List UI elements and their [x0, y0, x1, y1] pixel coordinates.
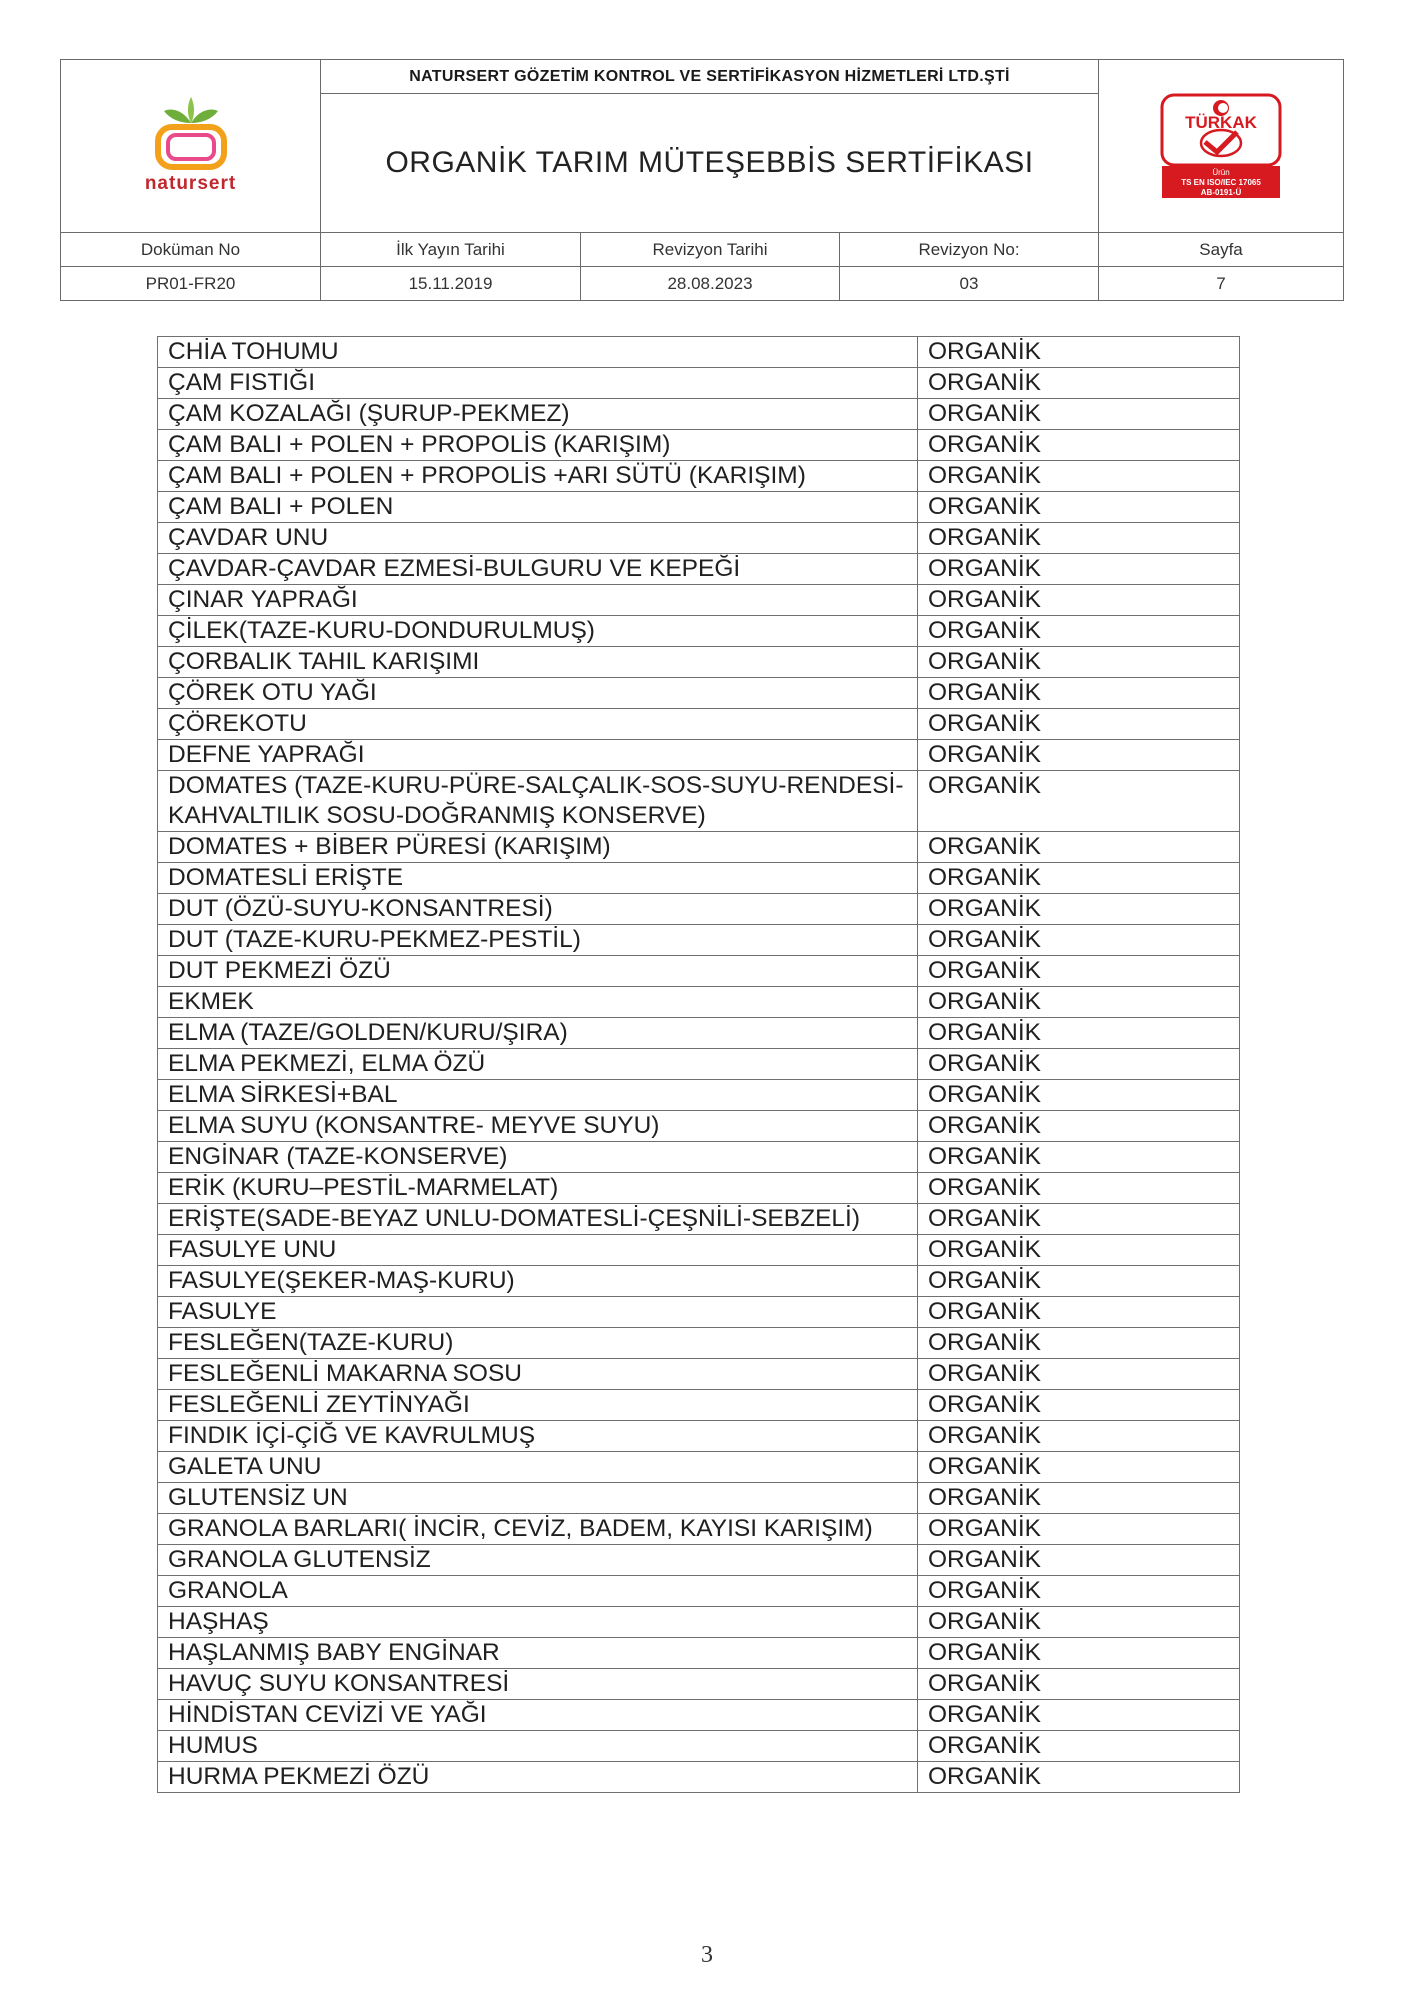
table-row: [158, 771, 1240, 832]
table-row: [158, 1049, 1240, 1080]
turkak-line1: Ürün: [1212, 168, 1230, 177]
product-name: ÇAM BALI + POLEN + PROPOLİS +ARI SÜTÜ (KARIŞIM): [158, 461, 918, 492]
table-row: [158, 956, 1240, 987]
certification-status: ORGANİK: [918, 430, 1240, 461]
certification-status: ORGANİK: [918, 1700, 1240, 1731]
product-name: ENGİNAR (TAZE-KONSERVE): [158, 1142, 918, 1173]
certification-status: ORGANİK: [918, 1142, 1240, 1173]
table-row: [158, 740, 1240, 771]
table-row: [158, 492, 1240, 523]
table-row: [158, 461, 1240, 492]
product-list-body: [158, 337, 1240, 1793]
table-row: [158, 987, 1240, 1018]
revision-number: 03: [840, 267, 1099, 301]
certification-status: ORGANİK: [918, 1359, 1240, 1390]
product-name: ERİŞTE(SADE-BEYAZ UNLU-DOMATESLİ-ÇEŞNİLİ-SEBZELİ): [158, 1204, 918, 1235]
certification-status: ORGANİK: [918, 1235, 1240, 1266]
product-name: ÇAM BALI + POLEN: [158, 492, 918, 523]
product-name: ÇORBALIK TAHIL KARIŞIMI: [158, 647, 918, 678]
document-title: ORGANİK TARIM MÜTEŞEBBİS SERTİFİKASI: [321, 94, 1099, 233]
product-name: ÇAM BALI + POLEN + PROPOLİS (KARIŞIM): [158, 430, 918, 461]
table-row: [158, 1576, 1240, 1607]
certification-status: ORGANİK: [918, 1483, 1240, 1514]
product-name: GRANOLA BARLARI( İNCİR, CEVİZ, BADEM, KAYISI KARIŞIM): [158, 1514, 918, 1545]
table-row: [158, 1080, 1240, 1111]
certification-status: ORGANİK: [918, 399, 1240, 430]
turkak-name: TÜRKAK: [1185, 113, 1257, 132]
product-name: HUMUS: [158, 1731, 918, 1762]
certification-status: ORGANİK: [918, 1452, 1240, 1483]
certification-status: ORGANİK: [918, 1049, 1240, 1080]
certification-status: ORGANİK: [918, 1018, 1240, 1049]
product-name: HİNDİSTAN CEVİZİ VE YAĞI: [158, 1700, 918, 1731]
document-number: PR01-FR20: [61, 267, 321, 301]
header-page: 7: [1099, 267, 1344, 301]
table-row: [158, 585, 1240, 616]
table-row: [158, 1731, 1240, 1762]
certification-status: ORGANİK: [918, 987, 1240, 1018]
product-name: ÇAVDAR UNU: [158, 523, 918, 554]
product-name: HAŞLANMIŞ BABY ENGİNAR: [158, 1638, 918, 1669]
table-row: [158, 399, 1240, 430]
table-row: [158, 1204, 1240, 1235]
meta-label: Sayfa: [1099, 233, 1344, 267]
certification-status: ORGANİK: [918, 832, 1240, 863]
logo-text: natursert: [144, 173, 237, 194]
table-row: [158, 1545, 1240, 1576]
table-row: [158, 925, 1240, 956]
product-name: GALETA UNU: [158, 1452, 918, 1483]
certification-status: ORGANİK: [918, 554, 1240, 585]
table-row: [158, 709, 1240, 740]
product-name: ÇAM FISTIĞI: [158, 368, 918, 399]
product-name: FASULYE: [158, 1297, 918, 1328]
table-row: [158, 863, 1240, 894]
meta-label: Revizyon No:: [840, 233, 1099, 267]
certification-status: ORGANİK: [918, 1607, 1240, 1638]
table-row: [158, 523, 1240, 554]
table-row: [158, 1421, 1240, 1452]
certification-status: ORGANİK: [918, 1514, 1240, 1545]
certification-status: ORGANİK: [918, 585, 1240, 616]
table-row: [158, 337, 1240, 368]
table-row: [158, 1235, 1240, 1266]
page-number: 3: [701, 1942, 713, 1968]
product-name: ELMA SUYU (KONSANTRE- MEYVE SUYU): [158, 1111, 918, 1142]
turkak-accreditation-mark: [1159, 92, 1283, 200]
table-row: [158, 1700, 1240, 1731]
revision-date: 28.08.2023: [581, 267, 840, 301]
certification-status: ORGANİK: [918, 1328, 1240, 1359]
certification-status: ORGANİK: [918, 1266, 1240, 1297]
product-name: FINDIK İÇİ-ÇİĞ VE KAVRULMUŞ: [158, 1421, 918, 1452]
certification-status: ORGANİK: [918, 1731, 1240, 1762]
certification-status: ORGANİK: [918, 1111, 1240, 1142]
certification-status: ORGANİK: [918, 1762, 1240, 1793]
product-name: HAŞHAŞ: [158, 1607, 918, 1638]
certification-status: ORGANİK: [918, 523, 1240, 554]
table-row: [158, 1018, 1240, 1049]
product-name: ÇİLEK(TAZE-KURU-DONDURULMUŞ): [158, 616, 918, 647]
meta-label: Revizyon Tarihi: [581, 233, 840, 267]
certification-status: ORGANİK: [918, 1638, 1240, 1669]
table-row: [158, 1111, 1240, 1142]
product-name: FESLEĞEN(TAZE-KURU): [158, 1328, 918, 1359]
product-name: ÇÖREKOTU: [158, 709, 918, 740]
table-row: [158, 1142, 1240, 1173]
product-name: GLUTENSİZ UN: [158, 1483, 918, 1514]
table-row: [158, 554, 1240, 585]
meta-label: İlk Yayın Tarihi: [321, 233, 581, 267]
table-row: [158, 678, 1240, 709]
turkak-line3: AB-0191-Ü: [1200, 188, 1242, 197]
table-row: [158, 1266, 1240, 1297]
natursert-logo-icon: [146, 97, 236, 171]
table-row: [158, 1297, 1240, 1328]
certification-status: ORGANİK: [918, 1576, 1240, 1607]
product-name: DOMATES (TAZE-KURU-PÜRE-SALÇALIK-SOS-SUYU-RENDESİ-KAHVALTILIK SOSU-DOĞRANMIŞ KONSERVE): [158, 771, 918, 832]
accreditation-cell: [1099, 60, 1344, 233]
product-name: ELMA SİRKESİ+BAL: [158, 1080, 918, 1111]
certification-status: ORGANİK: [918, 337, 1240, 368]
table-row: [158, 1669, 1240, 1700]
table-row: [158, 430, 1240, 461]
table-row: [158, 647, 1240, 678]
table-row: [158, 1452, 1240, 1483]
product-name: DUT (TAZE-KURU-PEKMEZ-PESTİL): [158, 925, 918, 956]
table-row: [158, 1638, 1240, 1669]
table-row: [158, 1390, 1240, 1421]
product-name: DOMATES + BİBER PÜRESİ (KARIŞIM): [158, 832, 918, 863]
product-name: DUT (ÖZÜ-SUYU-KONSANTRESİ): [158, 894, 918, 925]
certification-status: ORGANİK: [918, 709, 1240, 740]
certification-status: ORGANİK: [918, 956, 1240, 987]
product-name: HURMA PEKMEZİ ÖZÜ: [158, 1762, 918, 1793]
product-name: DOMATESLİ ERİŞTE: [158, 863, 918, 894]
table-row: [158, 1514, 1240, 1545]
certification-status: ORGANİK: [918, 771, 1240, 832]
product-name: CHİA TOHUMU: [158, 337, 918, 368]
certification-status: ORGANİK: [918, 368, 1240, 399]
certification-status: ORGANİK: [918, 616, 1240, 647]
certification-status: ORGANİK: [918, 925, 1240, 956]
document-header: [60, 59, 1344, 301]
product-name: FASULYE UNU: [158, 1235, 918, 1266]
certification-status: ORGANİK: [918, 1421, 1240, 1452]
first-publish-date: 15.11.2019: [321, 267, 581, 301]
certification-status: ORGANİK: [918, 894, 1240, 925]
product-name: HAVUÇ SUYU KONSANTRESİ: [158, 1669, 918, 1700]
product-name: FESLEĞENLİ ZEYTİNYAĞI: [158, 1390, 918, 1421]
turkak-line2: TS EN ISO/IEC 17065: [1181, 178, 1261, 187]
certification-status: ORGANİK: [918, 1390, 1240, 1421]
table-row: [158, 1359, 1240, 1390]
certification-status: ORGANİK: [918, 492, 1240, 523]
certification-status: ORGANİK: [918, 1297, 1240, 1328]
certification-status: ORGANİK: [918, 647, 1240, 678]
meta-label: Doküman No: [61, 233, 321, 267]
table-row: [158, 1607, 1240, 1638]
certification-status: ORGANİK: [918, 863, 1240, 894]
logo-cell: [61, 60, 321, 233]
product-name: ELMA PEKMEZİ, ELMA ÖZÜ: [158, 1049, 918, 1080]
product-name: ÇAM KOZALAĞI (ŞURUP-PEKMEZ): [158, 399, 918, 430]
certification-status: ORGANİK: [918, 1669, 1240, 1700]
product-name: FASULYE(ŞEKER-MAŞ-KURU): [158, 1266, 918, 1297]
certification-status: ORGANİK: [918, 678, 1240, 709]
certification-status: ORGANİK: [918, 740, 1240, 771]
product-name: GRANOLA GLUTENSİZ: [158, 1545, 918, 1576]
table-row: [158, 1328, 1240, 1359]
certification-status: ORGANİK: [918, 1080, 1240, 1111]
product-name: FESLEĞENLİ MAKARNA SOSU: [158, 1359, 918, 1390]
product-name: DUT PEKMEZİ ÖZÜ: [158, 956, 918, 987]
table-row: [158, 894, 1240, 925]
product-name: ÇINAR YAPRAĞI: [158, 585, 918, 616]
product-name: ÇAVDAR-ÇAVDAR EZMESİ-BULGURU VE KEPEĞİ: [158, 554, 918, 585]
product-name: EKMEK: [158, 987, 918, 1018]
product-name: GRANOLA: [158, 1576, 918, 1607]
certification-status: ORGANİK: [918, 1545, 1240, 1576]
product-name: DEFNE YAPRAĞI: [158, 740, 918, 771]
table-row: [158, 368, 1240, 399]
table-row: [158, 1762, 1240, 1793]
product-name: ÇÖREK OTU YAĞI: [158, 678, 918, 709]
certification-status: ORGANİK: [918, 1204, 1240, 1235]
company-name: NATURSERT GÖZETİM KONTROL VE SERTİFİKASYON HİZMETLERİ LTD.ŞTİ: [321, 60, 1099, 94]
product-name: ELMA (TAZE/GOLDEN/KURU/ŞIRA): [158, 1018, 918, 1049]
product-list-table: [157, 336, 1240, 1793]
table-row: [158, 1173, 1240, 1204]
table-row: [158, 1483, 1240, 1514]
certification-status: ORGANİK: [918, 1173, 1240, 1204]
table-row: [158, 616, 1240, 647]
table-row: [158, 832, 1240, 863]
product-name: ERİK (KURU–PESTİL-MARMELAT): [158, 1173, 918, 1204]
certification-status: ORGANİK: [918, 461, 1240, 492]
